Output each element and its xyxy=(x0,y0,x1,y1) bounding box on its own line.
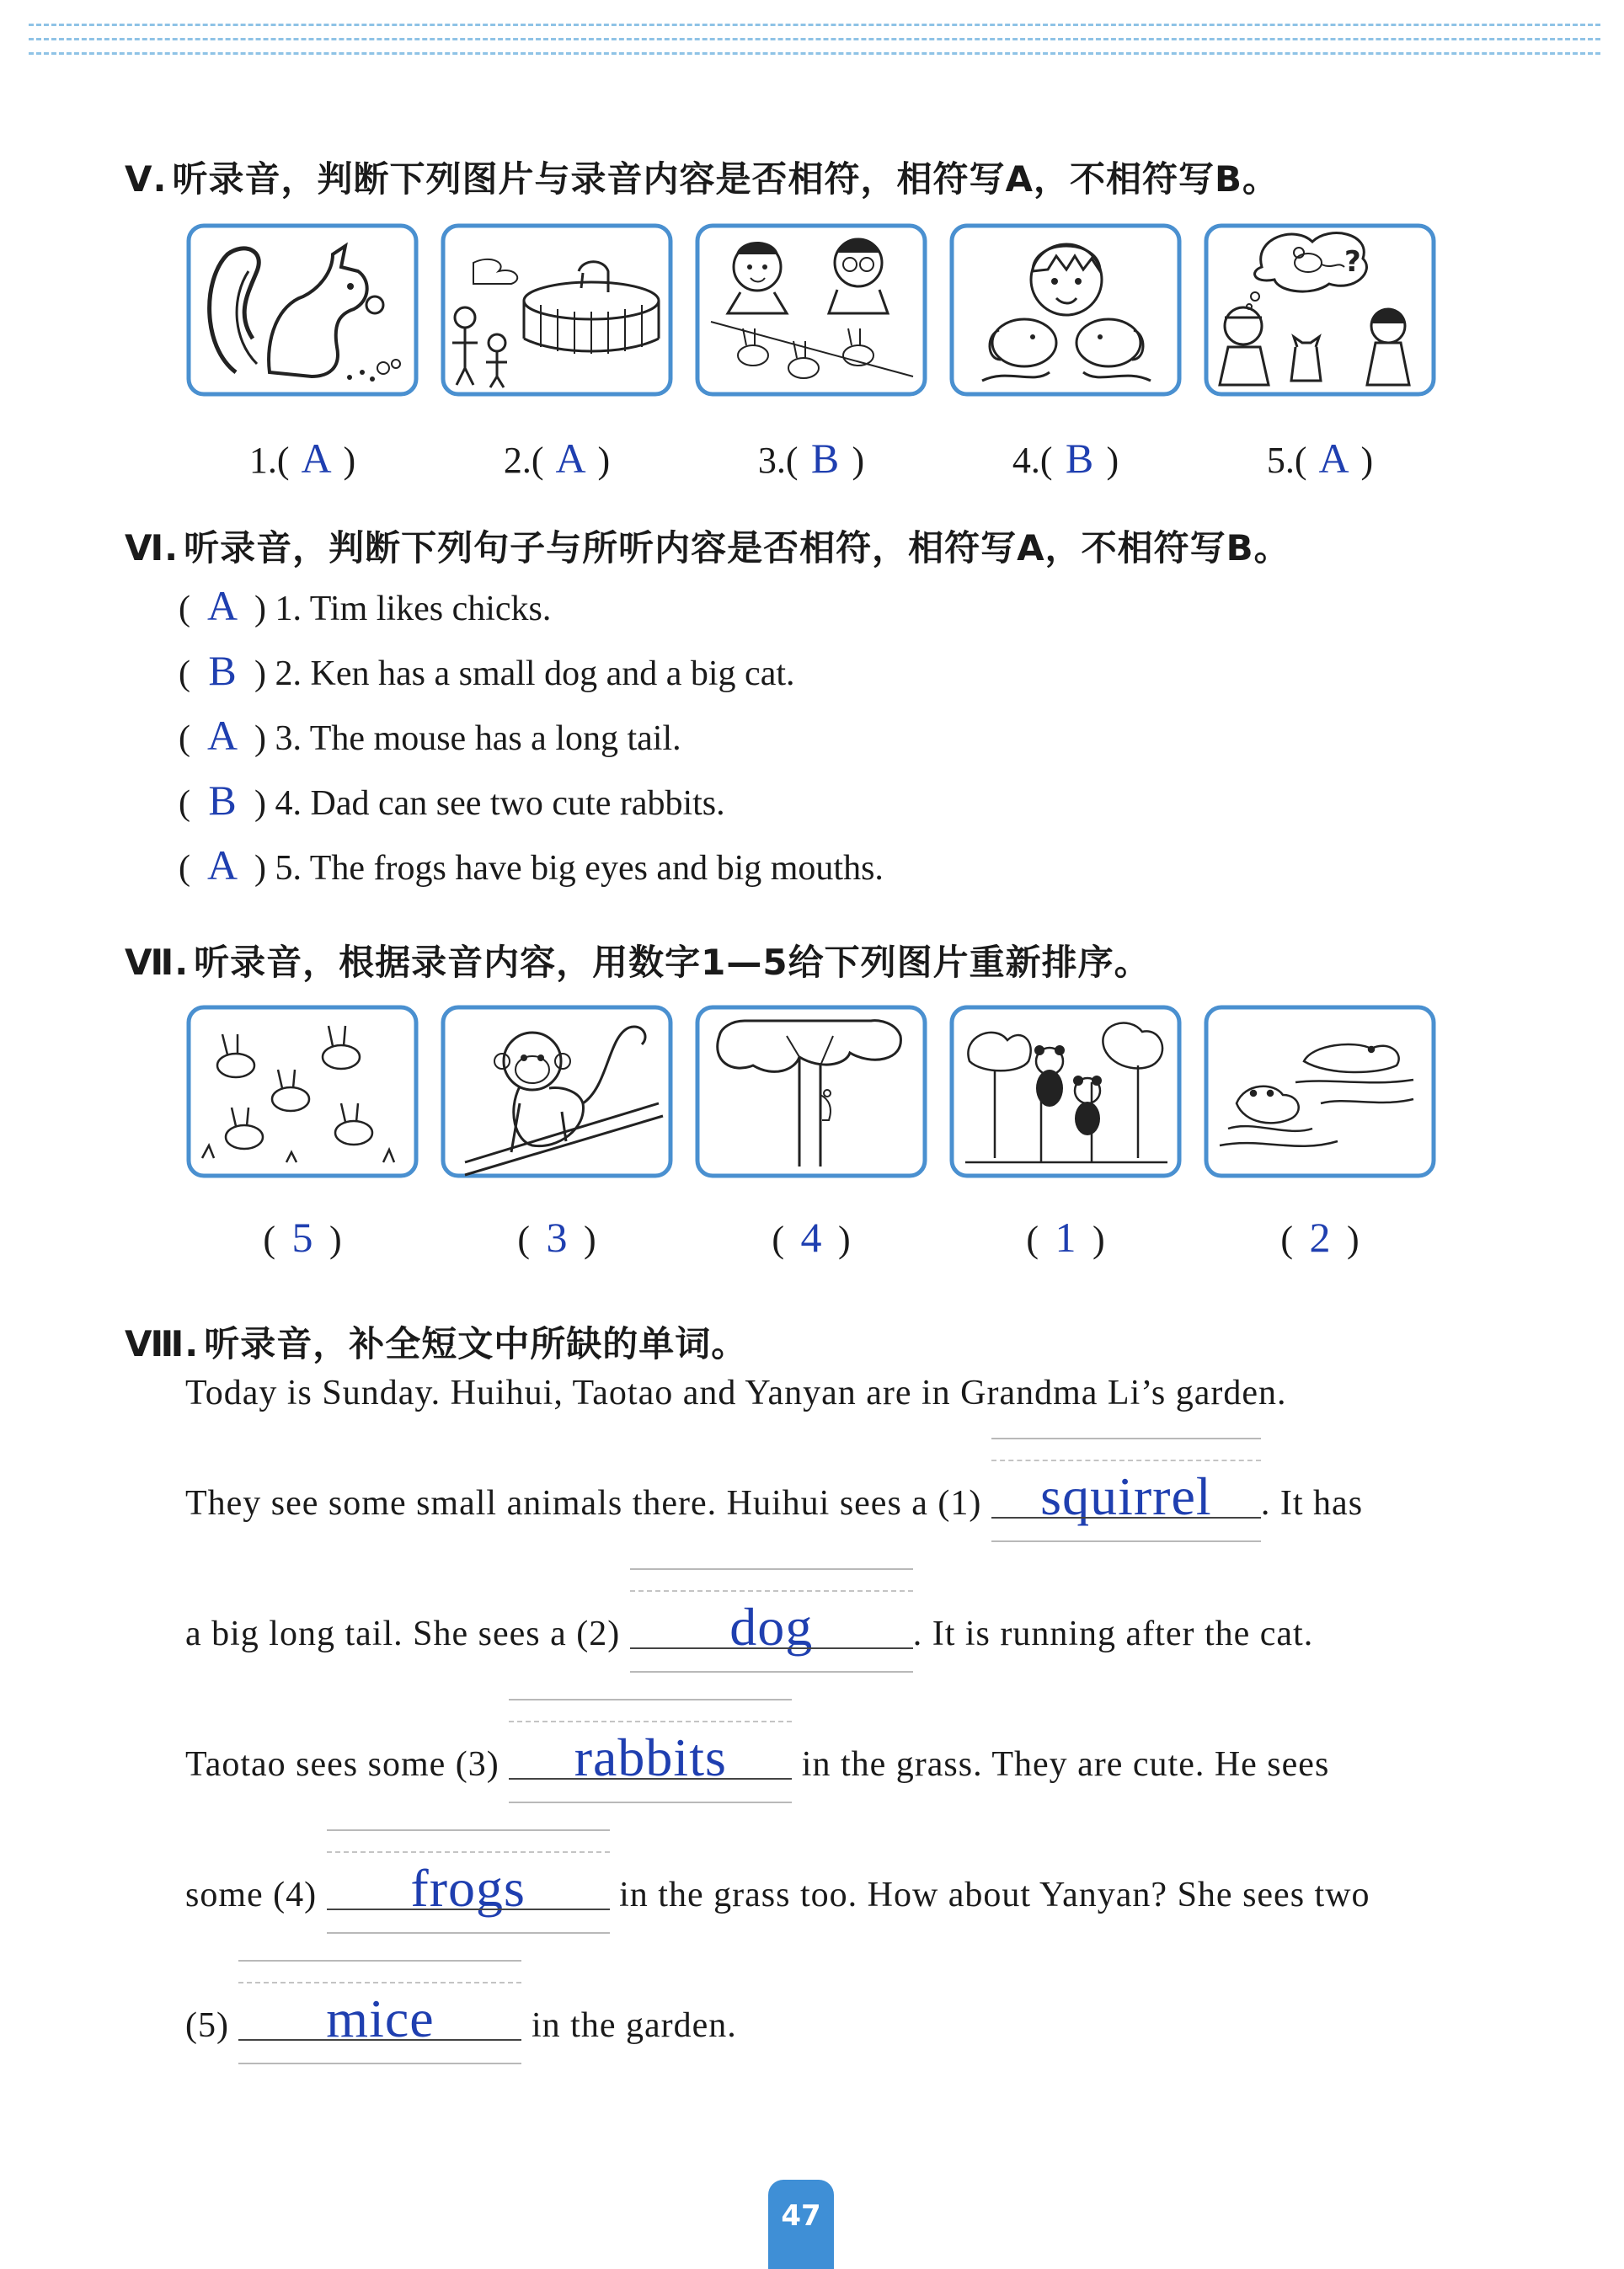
squirrel-picture xyxy=(185,221,419,399)
passage-text: They see some small animals there. Huihui sees a (1) xyxy=(185,1484,982,1523)
section-5-answer-row xyxy=(185,434,1449,493)
page-number: 47 xyxy=(768,2180,834,2269)
section-6-numeral: Ⅵ. xyxy=(125,527,179,569)
answer-value[interactable]: 3 xyxy=(546,1214,568,1261)
blank-3[interactable] xyxy=(509,1727,792,1787)
section-5-item: 2.( A ) xyxy=(503,435,611,482)
sentence-text: 1. Tim likes chicks. xyxy=(275,590,552,628)
blank-1-answer: squirrel xyxy=(1040,1466,1212,1526)
section-6-sentence: ( A ) 5. The frogs have big eyes and big mouths. xyxy=(179,841,884,889)
passage-text: in the grass. They are cute. He sees xyxy=(801,1745,1330,1784)
answer-value[interactable]: 5 xyxy=(291,1214,313,1261)
section-5-item: 1.( A ) xyxy=(248,435,356,482)
section-7-item: ( 2 ) xyxy=(1280,1214,1360,1261)
blank-5-answer: mice xyxy=(326,1989,435,2048)
section-6-sentence: ( B ) 2. Ken has a small dog and a big cat. xyxy=(179,647,795,694)
pandas-picture xyxy=(948,1002,1183,1181)
section-7-item: ( 1 ) xyxy=(1026,1214,1105,1261)
answer-value[interactable]: A xyxy=(301,435,332,482)
section-5-item: 4.( B ) xyxy=(1012,435,1119,482)
answer-value[interactable]: B xyxy=(208,777,237,824)
item-number: 4. xyxy=(1012,440,1040,481)
section-5-item: 3.( B ) xyxy=(757,435,865,482)
section-7-item: ( 5 ) xyxy=(263,1214,342,1261)
item-number: 1. xyxy=(248,440,277,481)
section-5-picture-row xyxy=(185,221,1449,406)
blank-2[interactable] xyxy=(630,1597,913,1657)
blank-5[interactable] xyxy=(238,1989,521,2048)
passage-line-1: Today is Sunday. Huihui, Taotao and Yanyan are in Grandma Li’s garden. xyxy=(185,1374,1287,1412)
passage-line-2 xyxy=(185,1466,1474,1526)
children-rabbits-picture xyxy=(694,221,928,399)
passage-text: . It has xyxy=(1260,1484,1364,1523)
item-number: 5. xyxy=(1266,440,1295,481)
passage-text: . It is running after the cat. xyxy=(912,1615,1314,1653)
section-5-numeral: Ⅴ. xyxy=(125,158,168,200)
answer-value[interactable]: A xyxy=(206,712,238,759)
section-6-sentence: ( A ) 1. Tim likes chicks. xyxy=(179,582,552,629)
section-8-numeral: Ⅷ. xyxy=(125,1323,200,1364)
section-6-sentence: ( A ) 3. The mouse has a long tail. xyxy=(179,712,681,759)
sentence-text: 3. The mouse has a long tail. xyxy=(275,719,681,758)
section-8-instruction: 听录音，补全短文中所缺的单词。 xyxy=(204,1323,748,1364)
blank-4[interactable] xyxy=(327,1858,610,1918)
blank-4-answer: frogs xyxy=(410,1858,526,1918)
answer-value[interactable]: A xyxy=(1318,435,1349,482)
answer-value[interactable]: B xyxy=(810,435,840,482)
rabbits-picture xyxy=(185,1002,419,1181)
section-7-instruction: 听录音，根据录音内容，用数字1—5给下列图片重新排序。 xyxy=(194,942,1151,983)
section-7-picture-row xyxy=(185,1002,1449,1188)
answer-value[interactable]: A xyxy=(206,582,238,629)
top-decorative-band xyxy=(29,24,1600,71)
answer-value[interactable]: A xyxy=(555,435,586,482)
boy-puppies-picture xyxy=(948,221,1183,399)
answer-value[interactable]: 4 xyxy=(800,1214,822,1261)
blank-1[interactable] xyxy=(991,1466,1261,1526)
blank-3-answer: rabbits xyxy=(574,1727,727,1787)
passage-line-3 xyxy=(185,1597,1474,1657)
passage-text: Taotao sees some (3) xyxy=(185,1745,499,1784)
passage-text: a big long tail. She sees a (2) xyxy=(185,1615,621,1653)
passage-text: (5) xyxy=(185,2006,229,2045)
section-6-instruction: 听录音，判断下列句子与所听内容是否相符，相符写A，不相符写B。 xyxy=(184,527,1290,569)
section-6-heading xyxy=(125,521,1290,571)
section-6-sentence: ( B ) 4. Dad can see two cute rabbits. xyxy=(179,777,725,824)
section-8-heading xyxy=(125,1316,747,1367)
zoo-picture xyxy=(440,221,674,399)
section-7-item: ( 3 ) xyxy=(517,1214,596,1261)
sentence-text: 2. Ken has a small dog and a big cat. xyxy=(275,654,795,693)
passage-text: in the garden. xyxy=(531,2006,737,2045)
tree-picture xyxy=(694,1002,928,1181)
section-7-answer-row xyxy=(185,1213,1449,1272)
section-7-item: ( 4 ) xyxy=(772,1214,851,1261)
answer-value[interactable]: B xyxy=(208,647,237,694)
section-7-numeral: Ⅶ. xyxy=(125,942,190,983)
monkey-picture xyxy=(440,1002,674,1181)
answer-value[interactable]: A xyxy=(206,841,238,889)
sentence-text: 4. Dad can see two cute rabbits. xyxy=(275,784,725,823)
blank-2-answer: dog xyxy=(729,1597,814,1657)
item-number: 3. xyxy=(757,440,786,481)
passage-line-5 xyxy=(185,1858,1474,1918)
passage-text: some (4) xyxy=(185,1876,318,1914)
answer-value[interactable]: B xyxy=(1065,435,1094,482)
section-5-heading xyxy=(125,152,1279,202)
section-7-heading xyxy=(125,935,1151,985)
answer-value[interactable]: 1 xyxy=(1055,1214,1076,1261)
thinking-mouse-picture xyxy=(1203,221,1437,399)
svg-text:?: ? xyxy=(1344,245,1361,279)
sentence-text: 5. The frogs have big eyes and big mouths. xyxy=(275,849,884,888)
passage-line-4 xyxy=(185,1727,1474,1787)
section-5-instruction: 听录音，判断下列图片与录音内容是否相符，相符写A，不相符写B。 xyxy=(172,158,1279,200)
passage-text: in the grass too. How about Yanyan? She sees two xyxy=(619,1876,1370,1914)
passage-line-6 xyxy=(185,1989,1474,2048)
hippos-picture xyxy=(1203,1002,1437,1181)
item-number: 2. xyxy=(503,440,532,481)
answer-value[interactable]: 2 xyxy=(1309,1214,1331,1261)
section-5-item: 5.( A ) xyxy=(1266,435,1374,482)
